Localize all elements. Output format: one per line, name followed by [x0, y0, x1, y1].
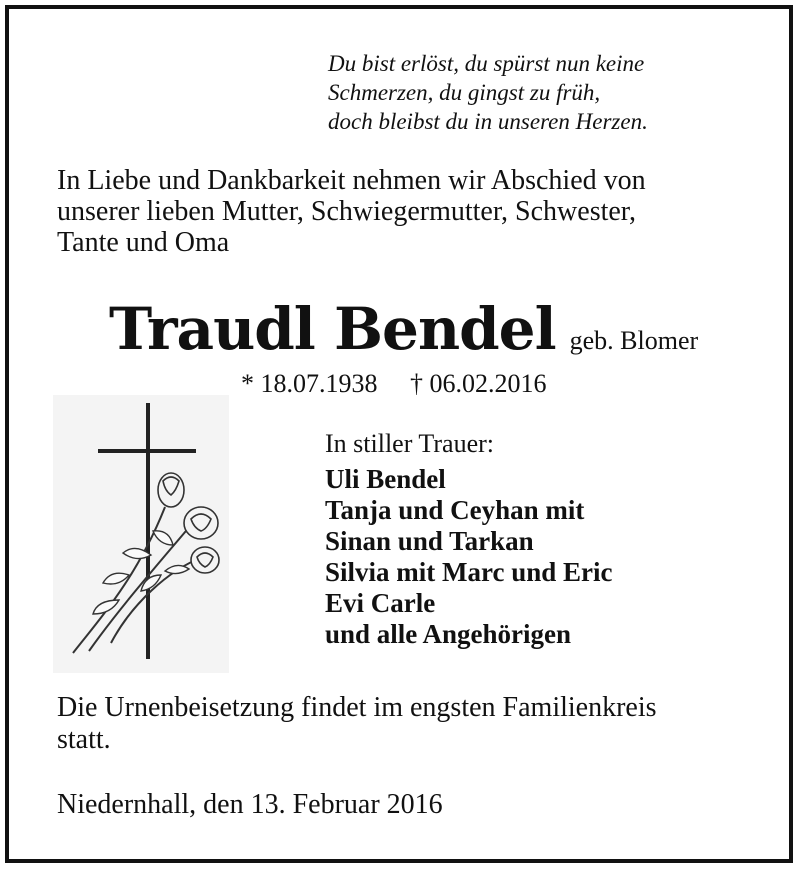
mourner-name: Tanja und Ceyhan mit	[325, 495, 585, 525]
obituary-notice	[5, 5, 793, 863]
burial-line: Die Urnenbeisetzung findet im engsten Familienkreis	[57, 692, 657, 723]
poem-line: Du bist erlöst, du spürst nun keine	[328, 51, 645, 76]
place-and-date: Niedernhall, den 13. Februar 2016	[57, 789, 443, 820]
mourners-heading: In stiller Trauer:	[325, 429, 494, 458]
deceased-name: Traudl Bendel	[109, 295, 556, 363]
mourner-name: Sinan und Tarkan	[325, 526, 534, 556]
mourner-name: Silvia mit Marc und Eric	[325, 557, 613, 587]
death-date: † 06.02.2016	[410, 369, 547, 398]
poem-verse	[328, 49, 648, 136]
deceased-name-line	[109, 295, 698, 363]
intro-line: Tante und Oma	[57, 227, 230, 258]
maiden-name: geb. Blomer	[569, 326, 699, 355]
intro-line: unserer lieben Mutter, Schwiegermutter, Schwester,	[57, 196, 637, 227]
mourner-name: und alle Angehörigen	[325, 619, 572, 649]
mourner-name: Evi Carle	[325, 588, 436, 618]
poem-line: Schmerzen, du gingst zu früh,	[328, 80, 601, 105]
mourners-list	[325, 464, 613, 650]
birth-date: * 18.07.1938	[241, 369, 378, 398]
intro-line: In Liebe und Dankbarkeit nehmen wir Abschied von	[57, 165, 646, 196]
cross-with-roses-icon	[53, 395, 229, 673]
poem-line: doch bleibst du in unseren Herzen.	[328, 109, 648, 134]
intro-text	[57, 165, 646, 258]
life-dates	[241, 369, 547, 399]
mourner-name: Uli Bendel	[325, 464, 446, 494]
burial-note	[57, 692, 657, 756]
burial-line: statt.	[57, 724, 111, 755]
